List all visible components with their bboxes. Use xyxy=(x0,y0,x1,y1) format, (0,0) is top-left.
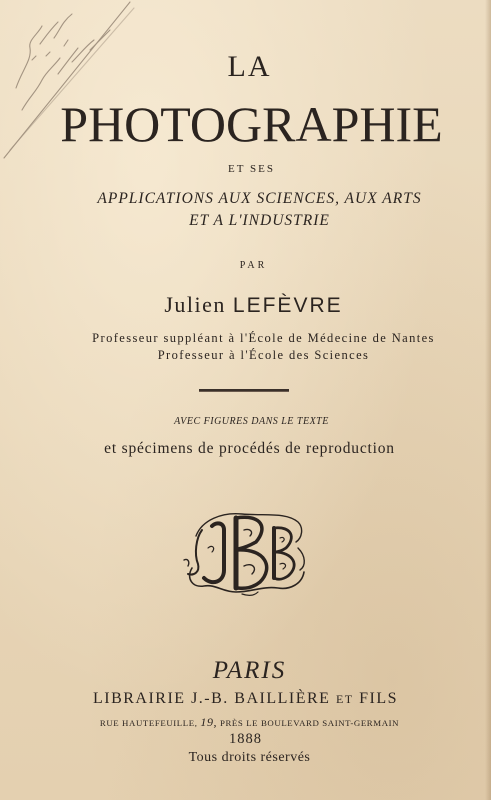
subtitle-line-1: APPLICATIONS AUX SCIENCES, AUX ARTS xyxy=(97,190,422,207)
publisher-name: LIBRAIRIE J.-B. BAILLIÈRE xyxy=(92,690,331,707)
title-line-la: LA xyxy=(227,50,272,83)
specimens-note: et spécimens de procédés de reproduction xyxy=(104,440,395,457)
title-connector: ET SES xyxy=(228,163,275,175)
author-credential-2: Professeur à l'École des Sciences xyxy=(157,348,370,362)
jbb-monogram-icon xyxy=(182,508,310,598)
author-first-name: Julien xyxy=(164,292,226,317)
author-credential-1: Professeur suppléant à l'École de Médecine de Nantes xyxy=(92,331,435,345)
publisher-suffix: FILS xyxy=(359,690,399,707)
address-number: 19, xyxy=(200,715,218,729)
publisher-connector: ET xyxy=(335,692,354,706)
imprint-year: 1888 xyxy=(229,731,262,747)
figures-note: AVEC FIGURES DANS LE TEXTE xyxy=(174,416,329,427)
imprint-publisher xyxy=(0,690,491,708)
imprint-address xyxy=(0,715,491,730)
author-name xyxy=(0,292,491,318)
imprint-city: PARIS xyxy=(212,657,287,684)
main-title: PHOTOGRAPHIE xyxy=(60,96,443,152)
divider-rule xyxy=(199,389,289,392)
author-last-name: LEFÈVRE xyxy=(232,294,343,317)
address-street: RUE HAUTEFEUILLE, xyxy=(99,718,198,728)
address-landmark: PRÈS LE BOULEVARD SAINT-GERMAIN xyxy=(219,718,400,728)
rights-notice: Tous droits réservés xyxy=(188,750,311,765)
subtitle-line-2: ET A L'INDUSTRIE xyxy=(189,212,330,229)
by-label: PAR xyxy=(239,260,268,271)
